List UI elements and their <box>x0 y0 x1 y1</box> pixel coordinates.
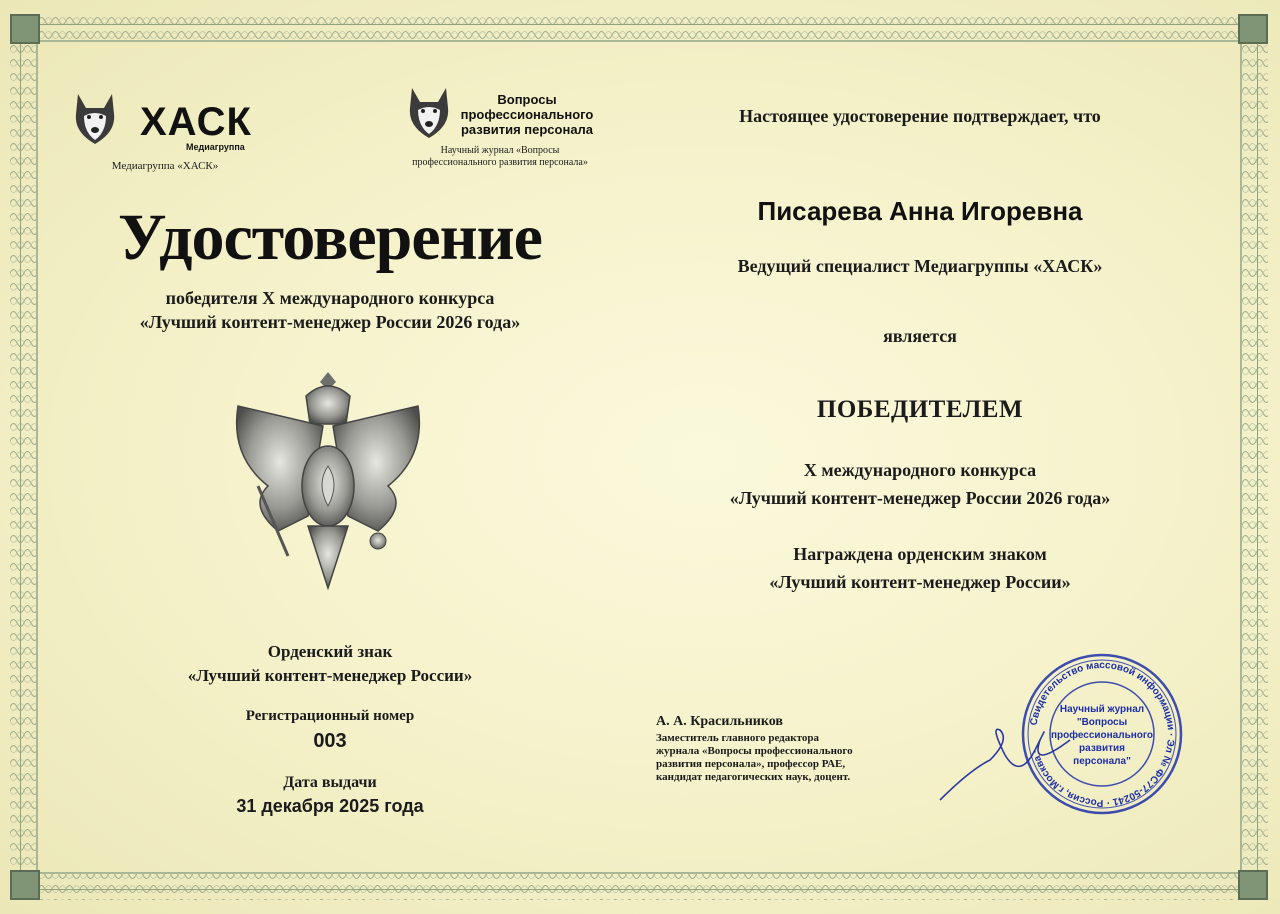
badge-caption <box>100 640 560 688</box>
stamp-line: Научный журнал <box>1059 704 1145 715</box>
journal-caption-line: профессионального развития персонала» <box>412 157 588 168</box>
stamp-ring-text: Свидетельство массовой информации · Эл № ФС77-50241 · Россия, г.Москва · <box>1028 659 1177 809</box>
signer-line: Заместитель главного редактора <box>656 732 819 744</box>
certificate-title: Удостоверение <box>118 201 542 274</box>
subtitle-line: победителя X международного конкурса <box>165 288 495 308</box>
reg-number-value: 003 <box>313 730 347 752</box>
stamp-line: развития <box>1079 743 1125 754</box>
contest-text <box>640 456 1200 512</box>
stamp-line: персонала" <box>1073 756 1131 767</box>
husky-logo-icon <box>72 92 118 146</box>
contest-line: «Лучший контент-менеджер России 2026 года» <box>729 488 1111 508</box>
journal-logo-line: профессионального <box>460 107 594 122</box>
corner-ornament <box>10 870 40 900</box>
signer-line: развития персонала», профессор РАЕ, <box>656 758 846 770</box>
award-text <box>640 540 1200 596</box>
award-line: Награждена орденским знаком <box>793 544 1047 564</box>
issue-date-value: 31 декабря 2025 года <box>236 796 424 816</box>
hask-caption: Медиагруппа «ХАСК» <box>111 160 219 172</box>
hask-logo-text: ХАСК <box>140 100 252 144</box>
recipient-position: Ведущий специалист Медиагруппы «ХАСК» <box>737 256 1103 276</box>
is-text: является <box>883 326 957 346</box>
issue-date-label: Дата выдачи <box>283 774 377 791</box>
round-seal-stamp <box>1020 652 1184 816</box>
badge-line: Орденский знак <box>267 642 393 661</box>
signer-line: журнала «Вопросы профессионального <box>656 745 853 757</box>
journal-logo-line: Вопросы <box>497 92 557 107</box>
winner-heading: ПОБЕДИТЕЛЕМ <box>816 396 1024 423</box>
stamp-line: "Вопросы <box>1076 717 1128 728</box>
eagle-order-badge-icon <box>228 366 428 596</box>
signer-title <box>656 732 853 784</box>
journal-caption <box>390 145 610 169</box>
reg-number-label: Регистрационный номер <box>245 708 415 724</box>
subtitle-line: «Лучший контент-менеджер России 2026 года» <box>139 312 521 332</box>
badge-line: «Лучший контент-менеджер России» <box>187 666 473 685</box>
journal-husky-logo-icon <box>406 86 452 140</box>
corner-ornament <box>10 14 40 44</box>
corner-ornament <box>1238 14 1268 44</box>
signer-line: кандидат педагогических наук, доцент. <box>656 771 851 783</box>
award-line: «Лучший контент-менеджер России» <box>769 572 1071 592</box>
hask-logo-subtitle: Медиагруппа <box>186 142 245 152</box>
recipient-name: Писарева Анна Игоревна <box>757 196 1083 226</box>
journal-caption-line: Научный журнал «Вопросы <box>440 145 560 156</box>
contest-line: X международного конкурса <box>803 460 1037 480</box>
signer-name: А. А. Красильников <box>656 714 783 729</box>
intro-text: Настоящее удостоверение подтверждает, что <box>739 106 1101 126</box>
corner-ornament <box>1238 870 1268 900</box>
certificate-subtitle <box>60 286 600 334</box>
stamp-line: профессионального <box>1050 730 1154 741</box>
journal-logo-line: развития персонала <box>460 122 594 137</box>
journal-logo-title <box>452 92 602 137</box>
